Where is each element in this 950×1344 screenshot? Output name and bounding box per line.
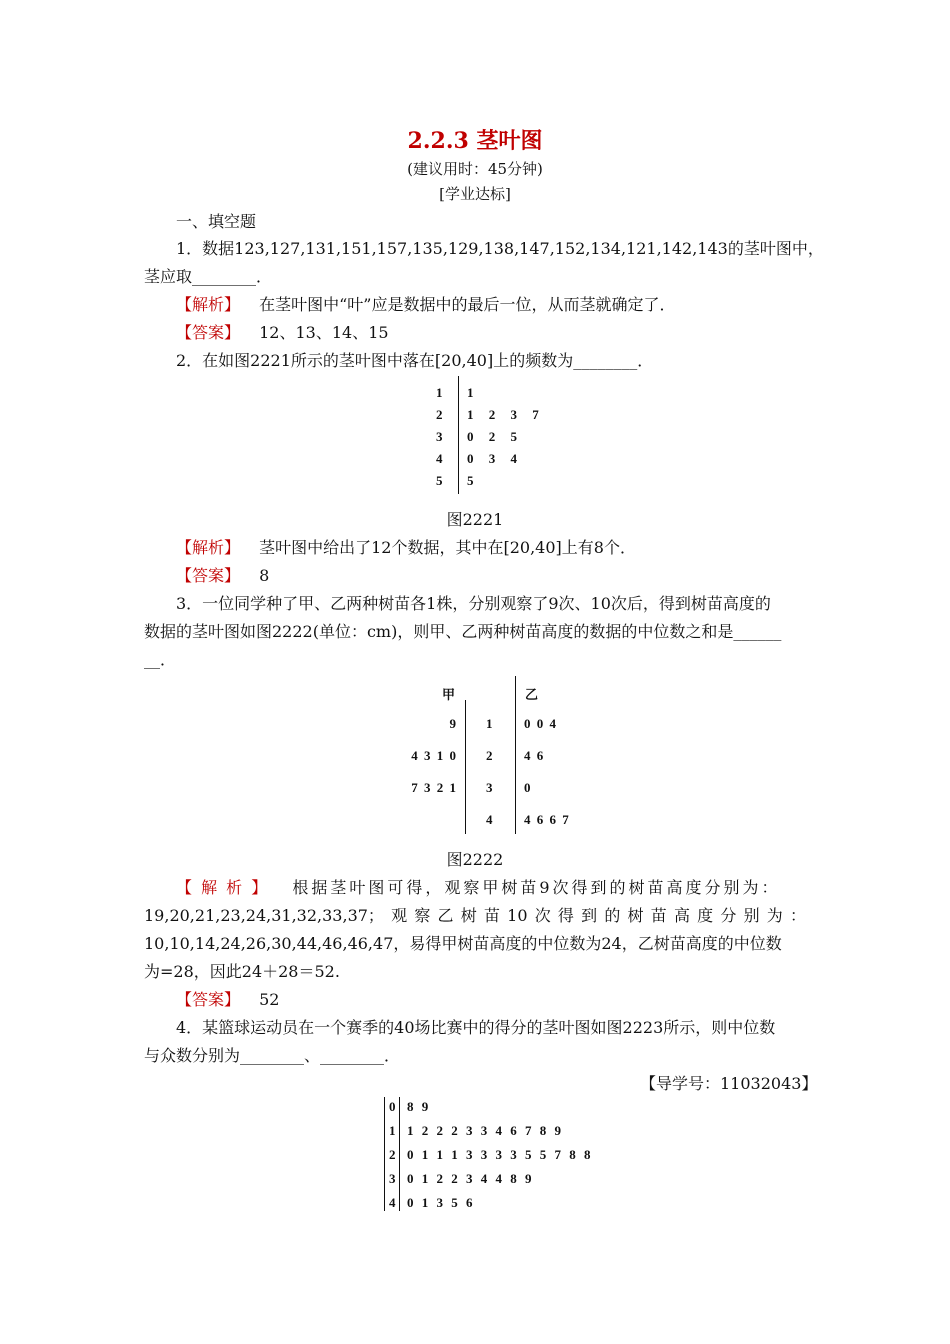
figure-caption-2221: 图2221: [446, 510, 504, 529]
q3-answer: [176, 987, 279, 1010]
q3-analysis-text-3: 10,10,14,24,26,30,44,46,46,47，易得甲树苗高度的中位数为24，乙树苗高度的中位数: [144, 934, 782, 953]
stem-divider: [458, 376, 459, 494]
q3-analysis-text-2: 19,20,21,23,24,31,32,33,37；观察乙树苗10次得到的树苗高度分别为：: [144, 906, 806, 925]
leaf-yi-4: 4 6 6 7: [524, 812, 569, 827]
stem-2222-3: 3: [486, 780, 493, 795]
stem-2222-1: 1: [486, 716, 493, 731]
answer-label: 【答案】: [176, 990, 241, 1009]
leaf-yi-2: 4 6: [524, 748, 544, 763]
stem-divider-right: [515, 676, 516, 834]
q3-text-3: __．: [144, 650, 177, 669]
q2-analysis: [176, 535, 636, 558]
stem-2223-4: 4: [389, 1195, 396, 1210]
analysis-label: 【解析】: [176, 538, 241, 557]
answer-label: 【答案】: [176, 323, 241, 342]
stem-2222-4: 4: [486, 812, 493, 827]
q1-text-2: 茎应取________．: [144, 267, 273, 286]
stem-2222-2: 2: [486, 748, 493, 763]
leaf-2221-1: 1: [467, 385, 474, 400]
stem-2221-5: 5: [436, 473, 443, 488]
analysis-label: 【解析】: [176, 295, 241, 314]
leaf-2223-0: 8 9: [407, 1099, 429, 1114]
stem-2221-1: 1: [436, 385, 443, 400]
q4-text-1: 4．某篮球运动员在一个赛季的40场比赛中的得分的茎叶图如图2223所示，则中位数: [176, 1018, 776, 1037]
leaf-2223-1: 1 2 2 2 3 3 4 6 7 8 9: [407, 1123, 561, 1138]
leaf-jia-3: 7 3 2 1: [411, 780, 456, 795]
leaf-yi-3: 0: [524, 780, 531, 795]
stem-2223-1: 1: [389, 1123, 396, 1138]
q2-text-1: 2．在如图2221所示的茎叶图中落在[20,40]上的频数为________．: [176, 351, 654, 370]
q4-text-2: 与众数分别为________、________．: [144, 1046, 401, 1065]
q1-analysis: [176, 292, 675, 315]
q3-text-1: 3．一位同学种了甲、乙两种树苗各1株，分别观察了9次、10次后，得到树苗高度的: [176, 594, 771, 613]
leaf-2223-4: 0 1 3 5 6: [407, 1195, 473, 1210]
stem-2223-0: 0: [389, 1099, 396, 1114]
leaf-jia-2: 4 3 1 0: [411, 748, 456, 763]
q1-text-1: 1．数据123,127,131,151,157,135,129,138,147,152,134,121,142,143的茎叶图中，: [176, 239, 824, 258]
leaf-2221-5: 5: [467, 473, 474, 488]
time-hint: (建议用时：45分钟): [407, 160, 543, 178]
leaf-2221-2: 1 2 3 7: [467, 407, 539, 422]
leaf-2221-3: 0 2 5: [467, 429, 517, 444]
q2-analysis-text: 茎叶图中给出了12个数据，其中在[20,40]上有8个．: [259, 538, 636, 557]
leaf-jia-1: 9: [449, 716, 456, 731]
page-title: 2.2.3 茎叶图: [407, 128, 543, 154]
stem-2223-2: 2: [389, 1147, 396, 1162]
analysis-label: 【 解 析 】: [176, 878, 270, 897]
section-label: [学业达标]: [439, 185, 511, 203]
q1-answer-text: 12、13、14、15: [259, 323, 389, 342]
q3-answer-text: 52: [259, 990, 280, 1009]
stem-2221-4: 4: [436, 451, 443, 466]
head-yi: 乙: [525, 687, 539, 702]
stem-divider: [399, 1097, 400, 1211]
leaf-2221-4: 0 3 4: [467, 451, 517, 466]
q2-answer: [176, 563, 269, 586]
q1-answer: [176, 320, 389, 343]
q3-analysis-text-1: 根据茎叶图可得，观察甲树苗9次得到的树苗高度分别为：: [292, 878, 781, 897]
stem-divider-outer: [384, 1097, 385, 1211]
figure-caption-2222: 图2222: [446, 850, 504, 869]
guide-number: 【导学号：11032043】: [640, 1074, 818, 1093]
stem-2223-3: 3: [389, 1171, 396, 1186]
head-jia: 甲: [442, 687, 456, 702]
leaf-yi-1: 0 0 4: [524, 716, 556, 731]
answer-label: 【答案】: [176, 566, 241, 585]
stem-2221-3: 3: [436, 429, 443, 444]
part-heading: 一、填空题: [176, 212, 257, 231]
leaf-2223-2: 0 1 1 1 3 3 3 3 5 5 7 8 8: [407, 1147, 591, 1162]
q2-answer-text: 8: [259, 566, 270, 585]
q3-analysis-1: [176, 875, 806, 898]
q1-analysis-text: 在茎叶图中“叶”应是数据中的最后一位，从而茎就确定了．: [259, 295, 676, 314]
stem-2221-2: 2: [436, 407, 443, 422]
leaf-2223-3: 0 1 2 2 3 4 4 8 9: [407, 1171, 532, 1186]
q3-text-2: 数据的茎叶图如图2222(单位：cm)，则甲、乙两种树苗高度的数据的中位数之和是______: [144, 622, 782, 641]
q3-analysis-text-4: 为=28，因此24＋28＝52.: [144, 962, 340, 981]
stem-divider-left: [465, 700, 466, 834]
